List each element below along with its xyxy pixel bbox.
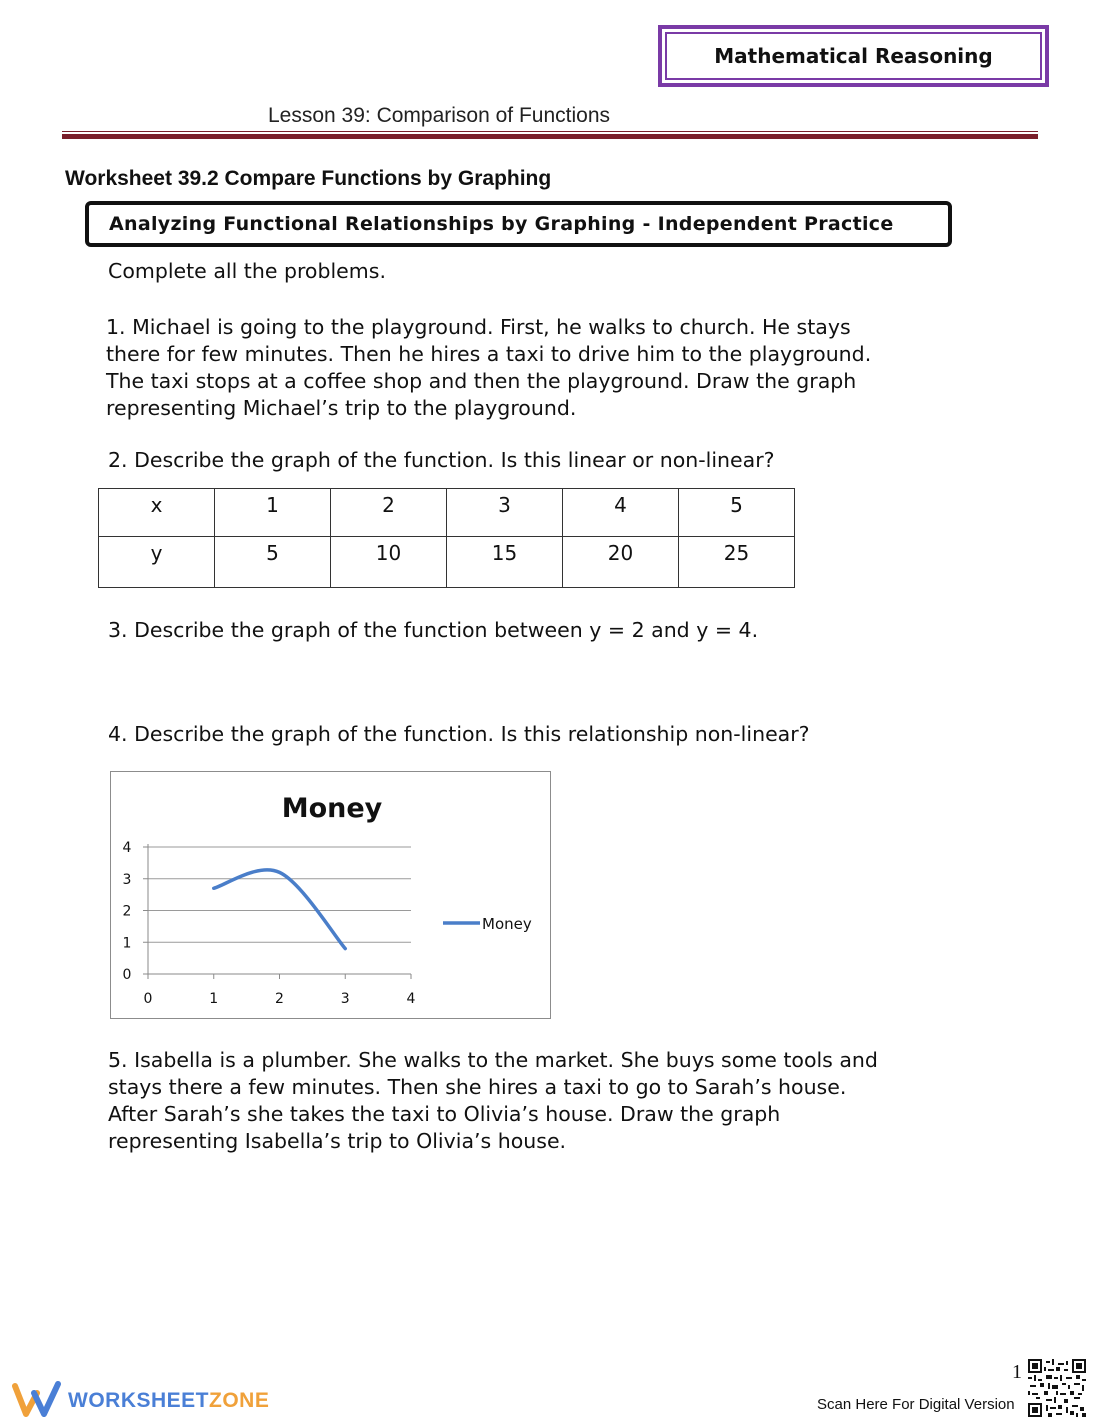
header-rule-thick	[62, 134, 1038, 139]
y-tick-label: 0	[122, 967, 132, 983]
table-header-x: x	[99, 489, 215, 537]
table-header-y: y	[99, 537, 215, 588]
table-cell: 15	[447, 537, 563, 588]
chart-title: Money	[281, 793, 383, 824]
chart-axes	[143, 844, 411, 979]
chart-legend	[443, 915, 532, 933]
y-tick-label: 2	[122, 903, 132, 920]
table-cell: 1	[215, 489, 331, 537]
table-cell: 10	[331, 537, 447, 588]
table-cell: 5	[215, 537, 331, 588]
worksheet-title: Worksheet 39.2 Compare Functions by Graphing	[65, 167, 552, 190]
legend-label-money: Money	[482, 915, 532, 933]
chart-tick-labels	[123, 840, 416, 1007]
header-rule-thin	[62, 131, 1038, 132]
problem-2: 2. Describe the graph of the function. Is this linear or non-linear?	[108, 448, 775, 472]
y-tick-label: 1	[122, 935, 132, 952]
problem-5: 5. Isabella is a plumber. She walks to the market. She buys some tools and stays there a few minutes. Then she hires a taxi to go to Sarah’s house. After Sarah’s she takes the taxi to Olivia’s house. Draw the graph representing Isabella’s trip to Olivia’s house.	[108, 1048, 878, 1153]
table-cell: 2	[331, 489, 447, 537]
x-tick-label: 1	[209, 991, 219, 1007]
table-cell: 25	[679, 537, 795, 588]
worksheetzone-logo	[12, 1381, 62, 1421]
problem-1: 1. Michael is going to the playground. First, he walks to church. He stays there for few minutes. Then he hires a taxi to drive him to the playground. The taxi stops at a coffee shop and then the playground. Draw the graph representing Michael’s trip to the playground.	[106, 315, 872, 420]
lesson-title: Lesson 39: Comparison of Functions	[268, 104, 611, 127]
problem-3: 3. Describe the graph of the function between y = 2 and y = 4.	[108, 618, 759, 642]
x-tick-label: 3	[340, 991, 350, 1007]
y-tick-label: 3	[122, 871, 132, 888]
money-chart-svg	[111, 772, 549, 1017]
table-cell: 5	[679, 489, 795, 537]
instructions: Complete all the problems.	[108, 259, 386, 283]
x-tick-label: 2	[275, 991, 284, 1007]
qr-code-icon[interactable]	[1028, 1359, 1086, 1417]
series-line-money	[214, 870, 346, 949]
table-row-y	[99, 537, 795, 588]
table-cell: 20	[563, 537, 679, 588]
x-tick-label: 4	[406, 991, 416, 1007]
xy-table	[98, 488, 795, 588]
section-heading-text: Analyzing Functional Relationships by Graphing - Independent Practice	[109, 213, 894, 235]
money-chart	[110, 771, 551, 1019]
brand-name	[68, 1389, 269, 1413]
brand-name-part2: ZONE	[209, 1389, 270, 1412]
page-number: 1	[1012, 1361, 1022, 1383]
table-cell: 3	[447, 489, 563, 537]
subject-box	[658, 25, 1049, 87]
table-row-x	[99, 489, 795, 537]
y-tick-label: 4	[122, 840, 132, 856]
chart-gridlines	[148, 847, 411, 942]
x-tick-label: 0	[143, 991, 153, 1007]
logo-mark-icon	[12, 1381, 62, 1417]
problem-4: 4. Describe the graph of the function. Is this relationship non-linear?	[108, 722, 810, 746]
subject-label: Mathematical Reasoning	[665, 32, 1042, 80]
section-heading	[85, 201, 952, 247]
scan-caption: Scan Here For Digital Version	[817, 1396, 1015, 1413]
chart-series	[214, 870, 346, 949]
brand-name-part1: WORKSHEET	[68, 1389, 209, 1412]
table-cell: 4	[563, 489, 679, 537]
